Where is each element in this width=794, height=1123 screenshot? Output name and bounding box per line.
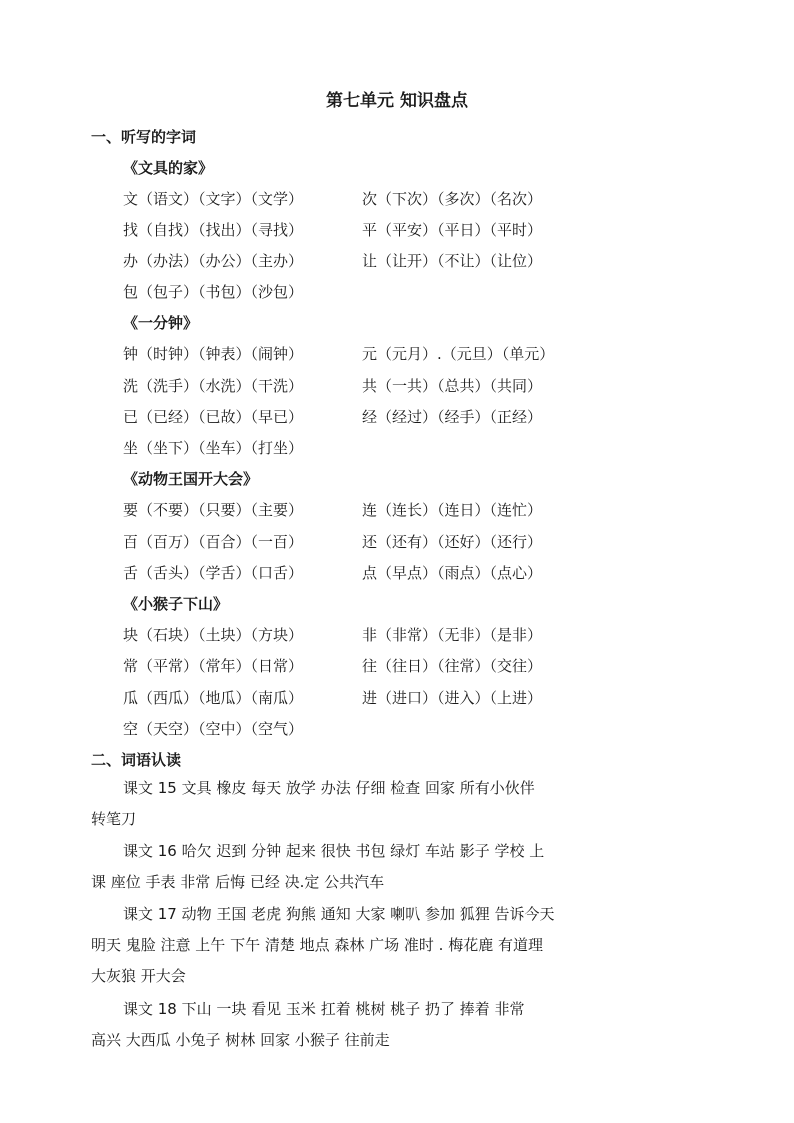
paragraph-line: 课文 15 文具 橡皮 每天 放学 办法 仔细 检查 回家 所有小伙伴 <box>123 779 535 797</box>
word-reading-paragraph <box>91 899 691 992</box>
lesson-title: 《小猴子下山》 <box>123 595 229 613</box>
word-group: 文（语文）（文字）（文学） <box>123 190 304 208</box>
word-group: 还（还有）（还好）（还行） <box>362 533 543 551</box>
lesson-title: 《动物王国开大会》 <box>123 470 259 488</box>
paragraph-line: 课文 16 哈欠 迟到 分钟 起来 很快 书包 绿灯 车站 影子 学校 上 <box>123 842 545 860</box>
word-group: 让（让开）（不让）（让位） <box>362 252 543 270</box>
lesson-title: 《一分钟》 <box>123 314 199 332</box>
word-group: 非（非常）（无非）（是非） <box>362 626 543 644</box>
word-group: 元（元月）.（元旦）（单元） <box>362 345 555 363</box>
paragraph-line: 明天 鬼脸 注意 上午 下午 清楚 地点 森林 广场 准时 . 梅花鹿 有道理 <box>91 936 543 954</box>
word-group: 包（包子）（书包）（沙包） <box>123 283 304 301</box>
word-group: 常（平常）（常年）（日常） <box>123 657 304 675</box>
word-group: 坐（坐下）（坐车）（打坐） <box>123 439 304 457</box>
word-group: 要（不要）（只要）（主要） <box>123 501 304 519</box>
word-group: 办（办法）（办公）（主办） <box>123 252 304 270</box>
word-group: 瓜（西瓜）（地瓜）（南瓜） <box>123 689 304 707</box>
word-group: 百（百万）（百合）（一百） <box>123 533 304 551</box>
word-group: 点（早点）（雨点）（点心） <box>362 564 543 582</box>
word-group: 往（往日）（往常）（交往） <box>362 657 543 675</box>
section-heading-dictation: 一、听写的字词 <box>91 128 197 146</box>
word-group: 舌（舌头）（学舌）（口舌） <box>123 564 304 582</box>
word-reading-paragraph <box>91 773 691 835</box>
paragraph-line: 课文 17 动物 王国 老虎 狗熊 通知 大家 喇叭 参加 狐狸 告诉今天 <box>123 905 555 923</box>
word-group: 共（一共）（总共）（共同） <box>362 377 543 395</box>
word-group: 洗（洗手）（水洗）（干洗） <box>123 377 304 395</box>
lesson-title: 《文具的家》 <box>123 159 214 177</box>
word-reading-paragraph <box>91 994 691 1056</box>
section-heading-word-reading: 二、词语认读 <box>91 751 182 769</box>
word-group: 连（连长）（连日）（连忙） <box>362 501 543 519</box>
page-title: 第七单元 知识盘点 <box>326 91 468 111</box>
word-group: 钟（时钟）（钟表）（闹钟） <box>123 345 304 363</box>
paragraph-line: 转笔刀 <box>91 810 137 828</box>
paragraph-line: 课 座位 手表 非常 后悔 已经 决.定 公共汽车 <box>91 873 385 891</box>
word-group: 进（进口）（进入）（上进） <box>362 689 543 707</box>
word-group: 已（已经）（已故）（早已） <box>123 408 304 426</box>
word-group: 经（经过）（经手）（正经） <box>362 408 543 426</box>
word-group: 平（平安）（平日）（平时） <box>362 221 543 239</box>
word-group: 块（石块）（土块）（方块） <box>123 626 304 644</box>
paragraph-line: 大灰狼 开大会 <box>91 967 186 985</box>
word-group: 空（天空）（空中）（空气） <box>123 720 304 738</box>
paragraph-line: 高兴 大西瓜 小兔子 树林 回家 小猴子 往前走 <box>91 1031 390 1049</box>
paragraph-line: 课文 18 下山 一块 看见 玉米 扛着 桃树 桃子 扔了 捧着 非常 <box>123 1000 525 1018</box>
word-group: 找（自找）（找出）（寻找） <box>123 221 304 239</box>
word-group: 次（下次）（多次）（名次） <box>362 190 543 208</box>
word-reading-paragraph <box>91 836 691 898</box>
